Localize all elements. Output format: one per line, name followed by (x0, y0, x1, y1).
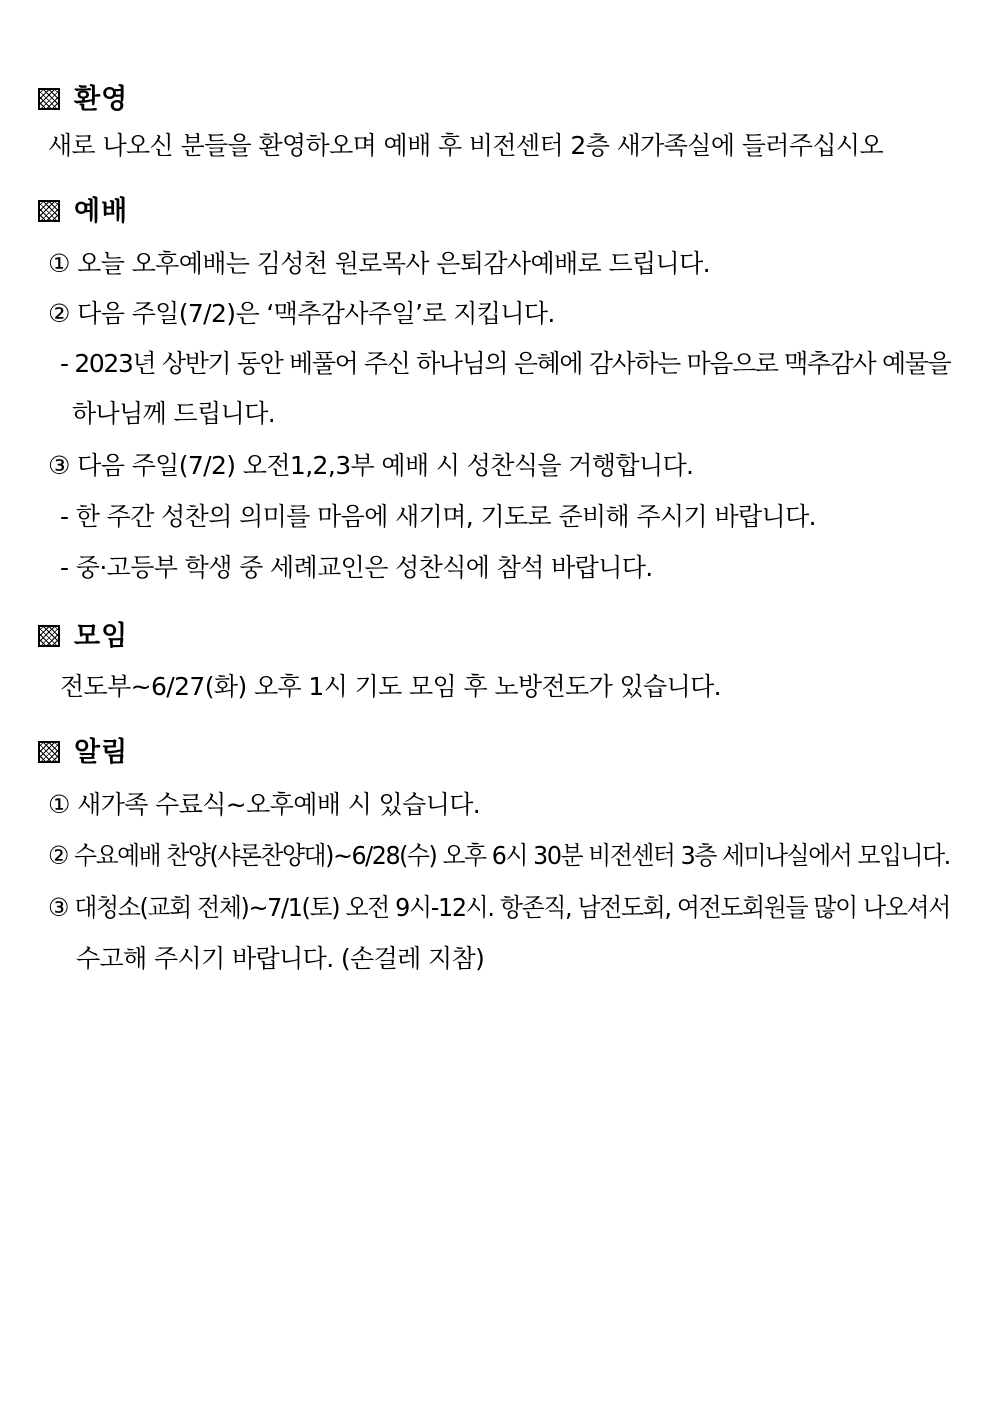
welcome-text: 새로 나오신 분들을 환영하오며 예배 후 비전센터 2층 새가족실에 들러주십시오 (48, 131, 884, 160)
worship-item-1: ① 오늘 오후예배는 김성천 원로목사 은퇴감사예배로 드립니다. (48, 249, 710, 278)
section-heading-meeting: 모임 (38, 621, 128, 653)
worship-item-3-detail-1: - 한 주간 성찬의 의미를 마음에 새기며, 기도로 준비해 주시기 바랍니다. (60, 502, 816, 531)
hatched-box-icon (38, 741, 60, 763)
hatched-box-icon (38, 200, 60, 222)
notice-item-3-cont: 수고해 주시기 바랍니다. (손걸레 지참) (76, 944, 485, 973)
notice-item-1: ① 새가족 수료식~오후예배 시 있습니다. (48, 790, 481, 819)
meeting-text: 전도부~6/27(화) 오후 1시 기도 모임 후 노방전도가 있습니다. (60, 672, 722, 701)
notice-item-2: ② 수요예배 찬양(샤론찬양대)~6/28(수) 오후 6시 30분 비전센터 3층 세미나실에서 모입니다. (48, 841, 950, 870)
notice-item-3: ③ 대청소(교회 전체)~7/1(토) 오전 9시-12시. 항존직, 남전도회, 여전도회원들 많이 나오셔서 (48, 893, 950, 922)
section-heading-welcome: 환영 (38, 84, 128, 116)
section-heading-worship: 예배 (38, 196, 128, 228)
worship-item-3: ③ 다음 주일(7/2) 오전1,2,3부 예배 시 성찬식을 거행합니다. (48, 451, 694, 480)
hatched-box-icon (38, 88, 60, 110)
worship-item-2-detail: - 2023년 상반기 동안 베풀어 주신 하나님의 은혜에 감사하는 마음으로 맥추감사 예물을 (60, 349, 951, 378)
worship-item-3-detail-2: - 중·고등부 학생 중 세례교인은 성찬식에 참석 바랍니다. (60, 553, 653, 582)
worship-item-2: ② 다음 주일(7/2)은 ‘맥추감사주일’로 지킵니다. (48, 299, 555, 328)
section-heading-notice: 알림 (38, 737, 128, 769)
worship-item-2-detail-cont: 하나님께 드립니다. (72, 399, 276, 428)
hatched-box-icon (38, 625, 60, 647)
